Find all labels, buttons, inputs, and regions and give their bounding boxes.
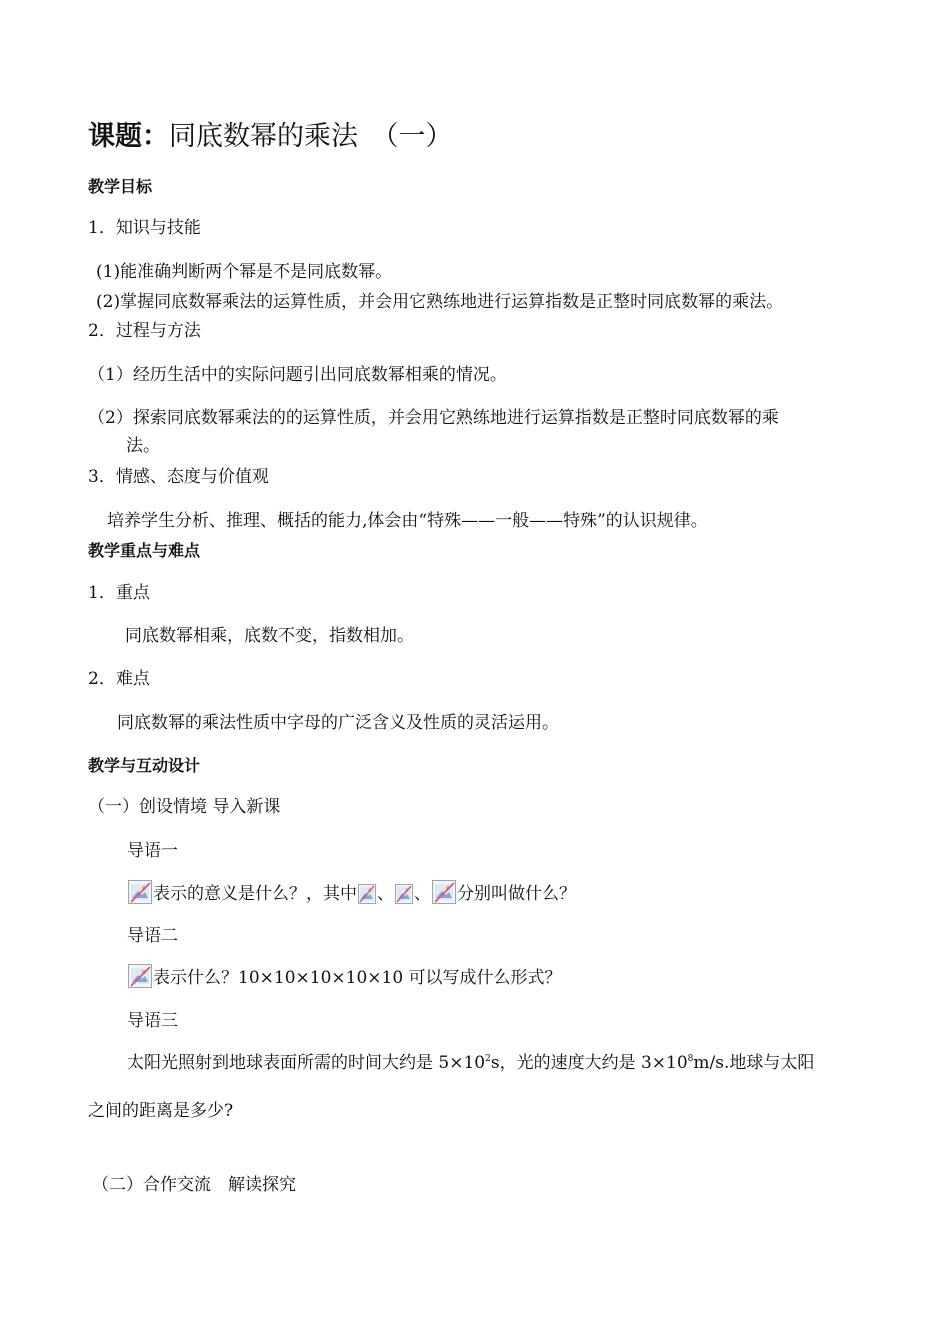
guide-3-text-line1 xyxy=(127,1051,814,1075)
goals-item-2b-line2: 法。 xyxy=(126,436,160,456)
guide-3-exponent-2: 8 xyxy=(687,1054,694,1064)
guide-3-label: 导语三 xyxy=(127,1011,178,1031)
title-label: 课题： xyxy=(88,121,169,152)
goals-item-2a: （1）经历生活中的实际问题引出同底数幂相乘的情况。 xyxy=(88,365,507,385)
goals-item-1b: (2)掌握同底数幂乘法的运算性质，并会用它熟练地进行运算指数是正整时同底数幂的乘法。 xyxy=(96,292,784,312)
guide-2-label: 导语二 xyxy=(127,926,178,946)
goals-item-3a: 培养学生分析、推理、概括的能力,体会由“特殊——一般——特殊”的认识规律。 xyxy=(107,511,708,531)
page-title xyxy=(88,120,453,154)
separator-2: 、 xyxy=(414,884,431,904)
guide-3-text-b: s，光的速度大约是 3×10 xyxy=(490,1053,688,1073)
broken-image-icon xyxy=(432,880,456,904)
goals-item-3: 3．情感、态度与价值观 xyxy=(88,467,269,487)
keypoints-item-2a: 同底数幂的乘法性质中字母的广泛含义及性质的灵活运用。 xyxy=(117,713,559,733)
broken-image-icon xyxy=(395,884,413,904)
separator-1: 、 xyxy=(377,884,394,904)
broken-image-icon xyxy=(128,880,152,904)
broken-image-icon xyxy=(128,964,152,988)
goals-item-2b-line1: （2）探索同底数幂乘法的的运算性质，并会用它熟练地进行运算指数是正整时同底数幂的乘 xyxy=(88,408,779,428)
goals-item-2: 2．过程与方法 xyxy=(88,321,201,341)
heading-goals: 教学目标 xyxy=(88,177,153,196)
guide-3-text-line2: 之间的距离是多少? xyxy=(88,1101,234,1121)
title-text: 同底数幂的乘法 （一） xyxy=(169,121,453,152)
keypoints-item-2: 2．难点 xyxy=(88,669,150,689)
guide-1-text-a: 表示的意义是什么？，其中 xyxy=(153,884,357,904)
guide-1-text xyxy=(127,880,576,906)
heading-keypoints: 教学重点与难点 xyxy=(88,541,201,560)
guide-3-text-c: m/s.地球与太阳 xyxy=(693,1053,815,1073)
design-part-2: （二）合作交流 解读探究 xyxy=(92,1175,296,1195)
guide-1-label: 导语一 xyxy=(127,841,178,861)
keypoints-item-1: 1．重点 xyxy=(88,583,150,603)
goals-item-1: 1．知识与技能 xyxy=(88,218,201,238)
guide-2-text xyxy=(127,964,562,990)
heading-design: 教学与互动设计 xyxy=(88,756,201,775)
guide-3-exponent-1: 2 xyxy=(485,1054,491,1064)
guide-3-text-a: 太阳光照射到地球表面所需的时间大约是 5×10 xyxy=(127,1053,486,1073)
goals-item-1a: (1)能准确判断两个幂是不是同底数幂。 xyxy=(96,262,393,282)
broken-image-icon xyxy=(358,884,376,904)
guide-2-text-body: 表示什么？10×10×10×10×10 可以写成什么形式？ xyxy=(153,968,562,988)
guide-1-text-b: 分别叫做什么？ xyxy=(457,884,576,904)
keypoints-item-1a: 同底数幂相乘，底数不变，指数相加。 xyxy=(125,626,414,646)
design-part-1: （一）创设情境 导入新课 xyxy=(88,797,281,817)
